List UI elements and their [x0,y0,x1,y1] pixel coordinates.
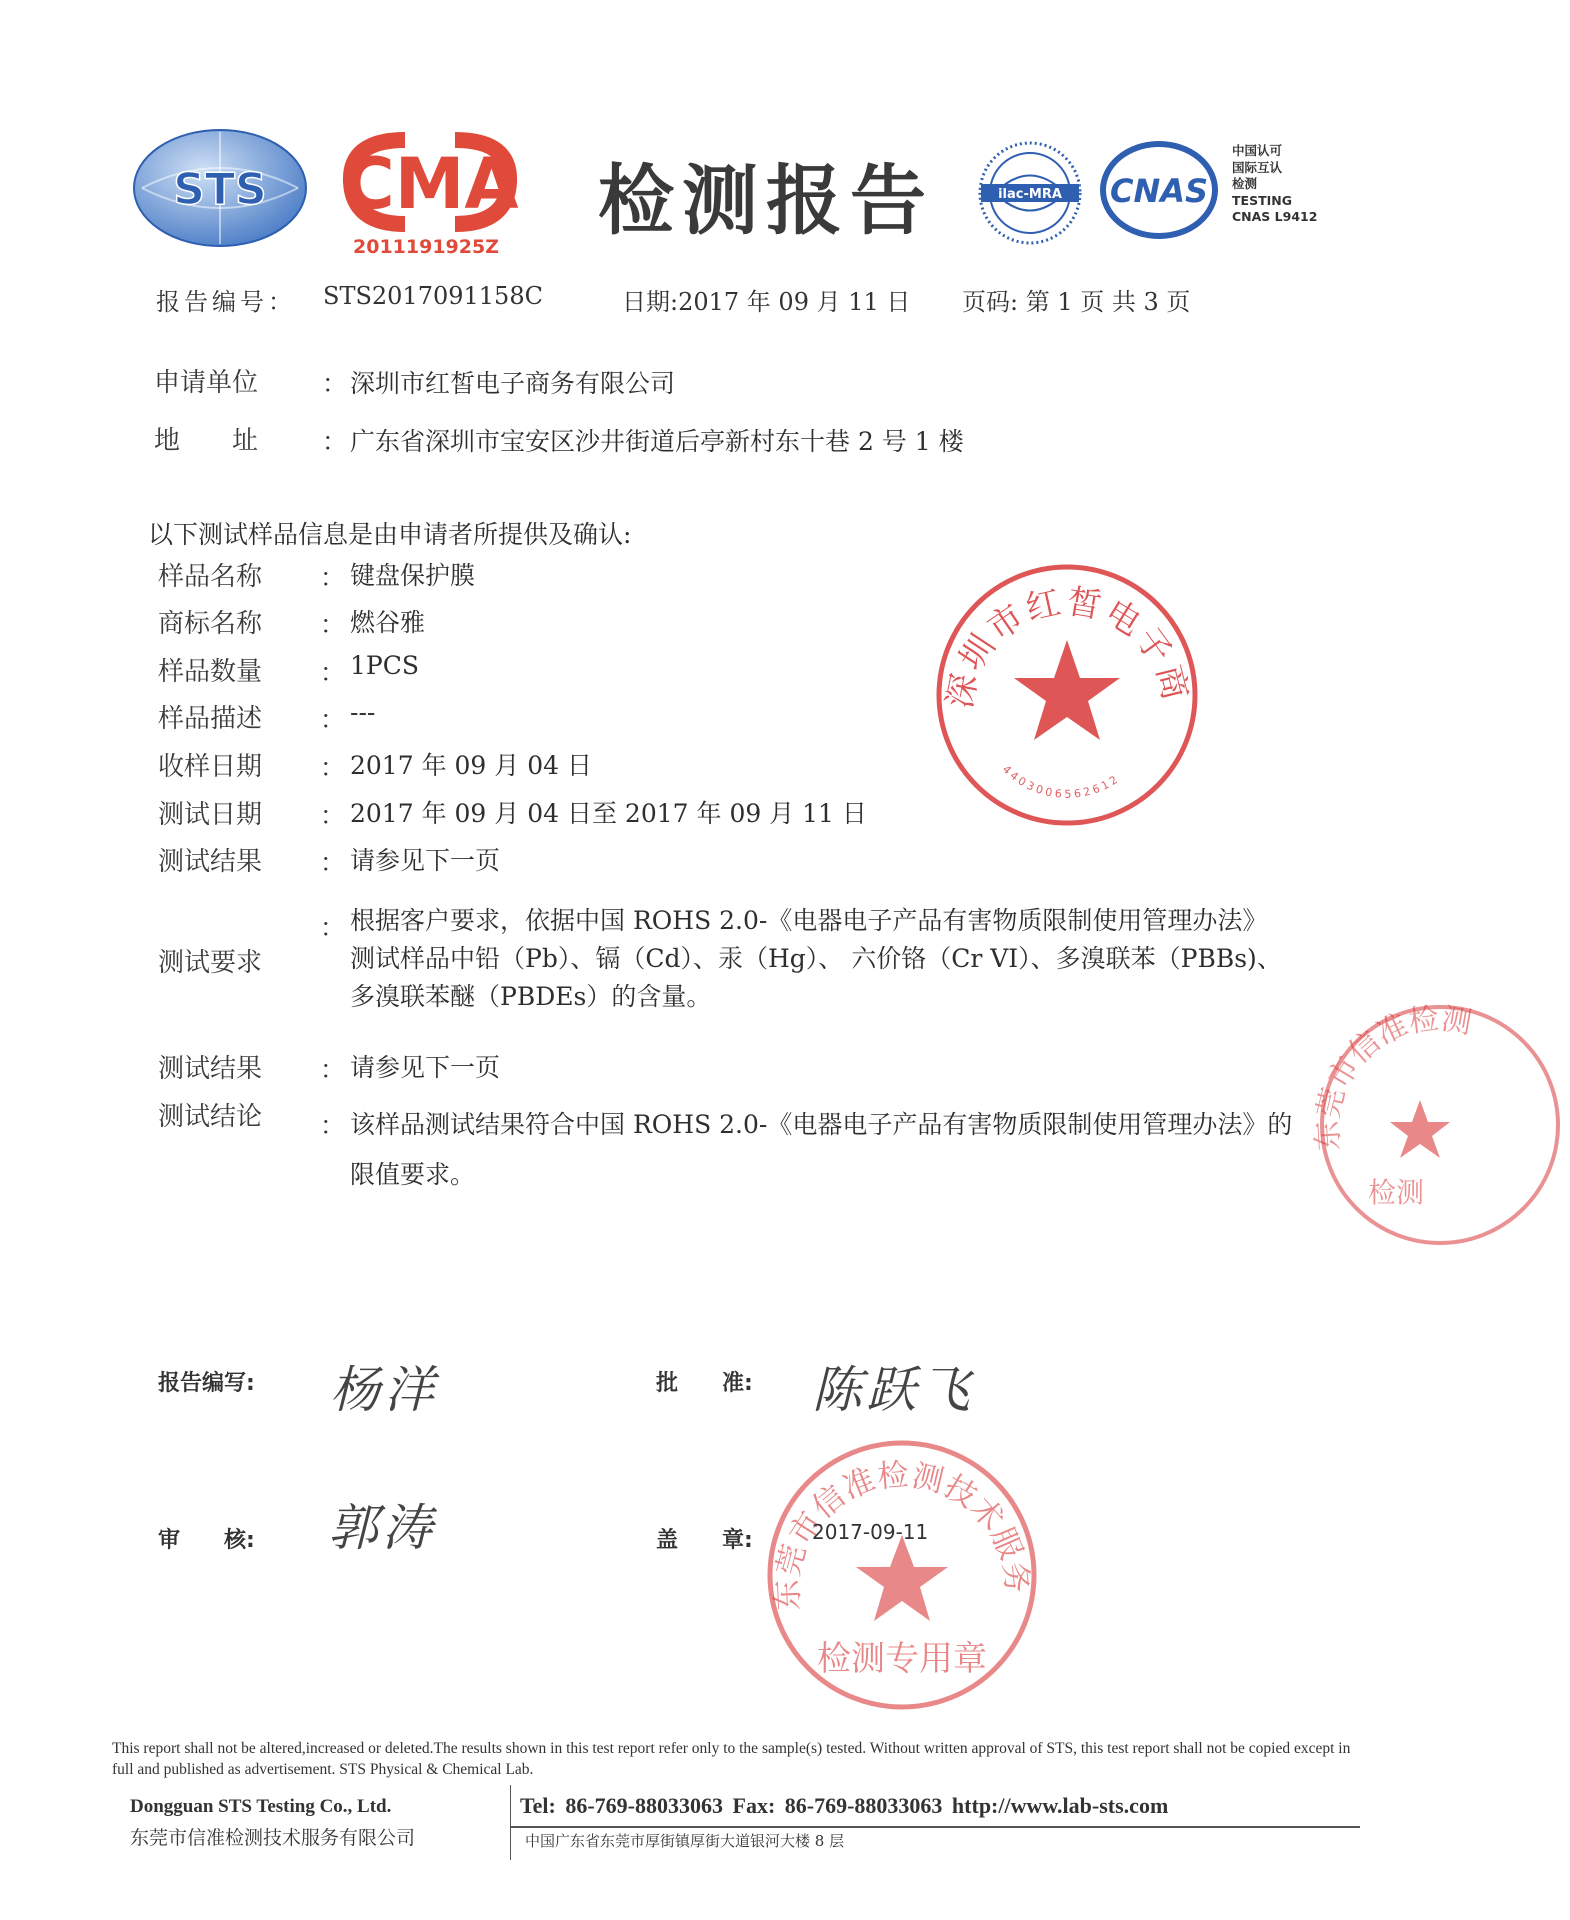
review-label: 审 核: [158,1528,255,1553]
sample-row-value: 1PCS [350,651,419,680]
sample-row-label: 收样日期 [158,752,263,782]
writer-label: 报告编写: [158,1371,255,1396]
cma-logo [343,132,519,262]
approve-signature: 陈跃飞 [812,1361,974,1419]
conclusion-label: 测试结论 [158,1102,263,1132]
result-label: 测试结果 [158,1054,263,1084]
seal-label: 盖 章: [656,1528,753,1553]
applicant-unit-label: 申请单位 [154,368,259,398]
sample-row-label: 样品描述 [158,704,263,734]
cma-logo-text: CMA [343,143,519,225]
colon: ： [320,848,346,877]
stamp-date: 2017-09-11 [812,1520,929,1544]
cnas-line: CNAS L9412 [1232,209,1318,224]
colon: ： [320,658,346,687]
sts-logo [132,128,308,248]
footer-company-en: Dongguan STS Testing Co., Ltd. [130,1796,392,1817]
cnas-line: 国际互认 [1232,159,1283,175]
page-number: 页码: 第 1 页 共 3 页 [962,288,1191,316]
colon: ： [320,913,346,942]
sample-row-value: 键盘保护膜 [350,561,476,590]
writer-signature: 杨洋 [330,1361,438,1419]
colon: ： [320,1055,346,1084]
cnas-logo [1100,140,1218,240]
test-stamp-text: 东莞市信准检测技术服务 [769,1456,1035,1612]
cma-number: 2011191925Z [353,236,499,258]
edge-lab-stamp [1310,1000,1475,1250]
cnas-line: 中国认可 [1232,143,1283,158]
cnas-line: 检测 [1232,176,1258,191]
conclusion-text [350,1100,1350,1200]
cnas-line: TESTING [1232,192,1292,208]
cnas-logo-text: CNAS [1109,172,1209,210]
report-no: STS2017091158C [323,282,543,310]
requirement-label: 测试要求 [158,948,263,978]
ilac-logo-text: ilac-MRA [998,187,1062,202]
result-value: 请参见下一页 [350,1053,501,1082]
colon: ： [320,563,346,592]
cnas-side-text [1232,143,1317,226]
client-company-stamp [932,560,1202,830]
sample-row-value: 燃谷雅 [350,608,426,637]
applicant-address-label: 地 址 [154,426,259,456]
page-title: 检测报告 [598,156,934,245]
footer-divider-vertical [510,1785,511,1860]
svg-text:4403006562612 [1000,763,1123,801]
edge-stamp-text: 东莞市信准检测 [1310,1001,1475,1152]
sample-row-label: 样品名称 [158,562,263,592]
colon: ： [320,610,346,639]
approve-label: 批 准: [656,1371,753,1396]
colon: ： [322,427,348,456]
colon: ： [320,1111,346,1140]
applicant-unit-value: 深圳市红皙电子商务有限公司 [350,369,676,398]
ilac-logo [975,138,1085,248]
sample-row-label: 测试日期 [158,800,263,830]
requirement-line: 多溴联苯醚（PBDEs）的含量。 [350,982,712,1011]
colon: ： [320,705,346,734]
sample-row-label: 测试结果 [158,847,263,877]
sample-row-value: 请参见下一页 [350,846,501,875]
conclusion-line: 限值要求。 [350,1160,476,1189]
client-stamp-text: 深圳市红皙电子商 [939,581,1196,712]
colon: ： [322,369,348,398]
footer-divider-horizontal [510,1826,1360,1828]
test-stamp-bottom: 检测专用章 [817,1639,987,1679]
requirement-text [350,902,1340,1016]
edge-stamp-bottom: 检测 [1368,1176,1425,1209]
footer-contact: Tel: 86-769-88033063 Fax: 86-769-88033063 http://www.lab-sts.com [520,1793,1169,1818]
review-signature: 郭涛 [328,1499,436,1557]
colon: ： [320,801,346,830]
applicant-address-value: 广东省深圳市宝安区沙井街道后亭新村东十巷 2 号 1 楼 [350,427,964,456]
sts-logo-text: STS [173,164,267,215]
sample-row-value: 2017 年 09 月 04 日 [350,751,592,780]
footer-disclaimer: This report shall not be altered,increased or deleted.The results shown in this test report refer only to the sample(s) tested. Without written approval of STS, this test report shall not be copied except in full and published as advertisement. STS Physical & Chemical Lab. [112,1740,1351,1778]
sample-row-label: 样品数量 [158,657,263,687]
report-no-label: 报告编号： [156,288,296,316]
report-date: 日期:2017 年 09 月 11 日 [622,288,911,316]
footer-company-cn: 东莞市信准检测技术服务有限公司 [130,1827,416,1849]
colon: ： [320,753,346,782]
conclusion-line: 该样品测试结果符合中国 ROHS 2.0-《电器电子产品有害物质限制使用管理办法》的 [350,1110,1293,1139]
requirement-line: 测试样品中铅（Pb）、镉（Cd）、汞（Hg）、 六价铬（Cr VI）、多溴联苯（PBBs)、 [350,944,1282,973]
sample-row-value: --- [350,698,376,727]
sample-row-label: 商标名称 [158,609,263,639]
footer-address: 中国广东省东莞市厚街镇厚街大道银河大楼 8 层 [525,1832,845,1850]
test-lab-stamp [762,1435,1042,1715]
client-stamp-number: 4403006562612 [999,762,1123,801]
sample-row-value: 2017 年 09 月 04 日至 2017 年 09 月 11 日 [350,799,867,828]
sample-intro: 以下测试样品信息是由申请者所提供及确认: [148,520,632,549]
requirement-line: 根据客户要求，依据中国 ROHS 2.0-《电器电子产品有害物质限制使用管理办法》 [350,906,1268,935]
svg-text:东莞市信准检测 [1310,1001,1474,1151]
